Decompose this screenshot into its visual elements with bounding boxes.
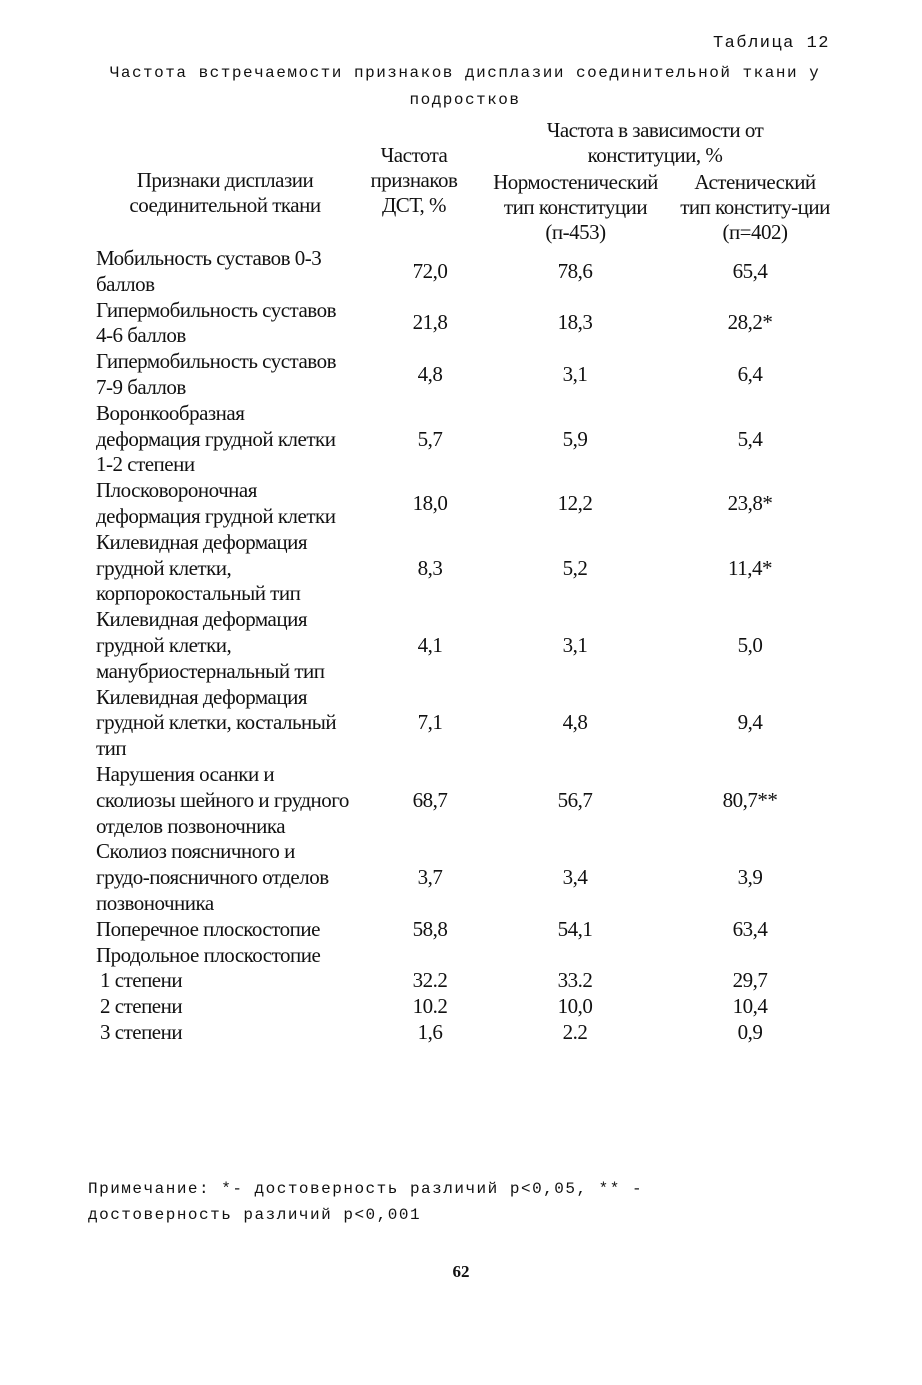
table-row: [96, 994, 840, 1020]
table-note: Примечание: *- достоверность различий р<0,05, ** - достоверность различий р<0,001: [88, 1180, 644, 1224]
header-asthenic: Астенический тип конститу-ции (п=402): [680, 170, 830, 244]
header-constitution-group: Частота в зависимости от конституции, %: [546, 118, 764, 167]
asthenic-value: 80,7**: [722, 787, 778, 812]
table-row: [96, 1020, 840, 1046]
freq-value: 18,0: [412, 491, 448, 516]
normosthenic-value: 3,4: [562, 865, 588, 890]
freq-value: 4,8: [417, 362, 443, 387]
row-label: Мобильность суставов 0-3 баллов: [96, 246, 322, 296]
normosthenic-value: 54,1: [557, 916, 593, 941]
row-label: Сколиоз поясничного и грудо-поясничного отделов позвоночника: [96, 839, 329, 915]
freq-value: 58,8: [412, 916, 448, 941]
asthenic-value: 3,9: [737, 865, 763, 890]
row-label: Килевидная деформация грудной клетки, костальный тип: [96, 684, 337, 761]
asthenic-value: 5,0: [737, 632, 763, 657]
normosthenic-value: 56,7: [557, 787, 593, 812]
freq-value: 7,1: [417, 710, 443, 735]
asthenic-value: 23,8*: [727, 491, 773, 516]
asthenic-value: 29,7: [732, 968, 768, 993]
table-row: [96, 401, 840, 478]
normosthenic-value: 4,8: [562, 710, 588, 735]
normosthenic-value: 78,6: [557, 258, 593, 283]
table-row: [96, 685, 840, 762]
freq-value: 8,3: [417, 555, 443, 580]
row-label: 3 степени: [100, 1019, 183, 1044]
freq-value: 4,1: [417, 632, 443, 657]
freq-value: 72,0: [412, 258, 448, 283]
row-label: Килевидная деформация грудной клетки, корпорокостальный тип: [96, 529, 308, 606]
normosthenic-value: 10,0: [557, 994, 593, 1019]
normosthenic-value: 5,9: [562, 426, 588, 451]
freq-value: 68,7: [412, 787, 448, 812]
table-row: [96, 607, 840, 684]
asthenic-value: 65,4: [732, 258, 768, 283]
asthenic-value: [660, 943, 840, 969]
asthenic-value: 6,4: [737, 362, 763, 387]
row-label: 1 степени: [100, 968, 183, 993]
header-frequency: Частота признаков ДСТ, %: [370, 143, 458, 217]
row-label: Гипермобильность суставов 4-6 баллов: [96, 297, 336, 348]
freq-value: 3,7: [417, 865, 443, 890]
page-number: 62: [452, 1262, 470, 1281]
freq-value: 10.2: [412, 994, 448, 1019]
header-normosthenic: Нормостенический тип конституции (п-453): [493, 170, 658, 244]
table-row: [96, 246, 840, 298]
row-label: Нарушения осанки и сколиозы шейного и грудного отделов позвоночника: [96, 761, 349, 838]
normosthenic-value: 12,2: [557, 491, 593, 516]
asthenic-value: 11,4*: [728, 555, 772, 580]
table-row: [96, 917, 840, 943]
table-row: [96, 349, 840, 401]
asthenic-value: 63,4: [732, 916, 768, 941]
table-row: [96, 968, 840, 994]
table-number: Таблица 12: [712, 34, 830, 53]
header-sign: Признаки дисплазии соединительной ткани: [129, 168, 321, 217]
normosthenic-value: 18,3: [557, 310, 593, 335]
normosthenic-value: 2.2: [562, 1019, 588, 1044]
table-row: [96, 839, 840, 916]
freq-value: 1,6: [417, 1019, 443, 1044]
table-caption: Частота встречаемости признаков дисплазии соединительной ткани у подростков: [109, 64, 821, 109]
normosthenic-value: 3,1: [562, 632, 588, 657]
table-row: [96, 298, 840, 350]
freq-value: 32.2: [412, 968, 448, 993]
normosthenic-value: 3,1: [562, 362, 588, 387]
freq-value: [350, 943, 490, 969]
data-table: [96, 246, 840, 1046]
row-label: Воронкообразная деформация грудной клетки 1-2 степени: [96, 400, 336, 477]
row-label: Килевидная деформация грудной клетки, манубриостернальный тип: [96, 607, 325, 683]
freq-value: 21,8: [412, 310, 448, 335]
row-label: Продольное плоскостопие: [96, 942, 321, 967]
asthenic-value: 10,4: [732, 994, 768, 1019]
row-label: Поперечное плоскостопие: [96, 916, 320, 941]
row-label: 2 степени: [100, 994, 183, 1019]
table-row: [96, 530, 840, 607]
freq-value: 5,7: [417, 426, 443, 451]
asthenic-value: 9,4: [737, 710, 763, 735]
table-row: [96, 943, 840, 969]
asthenic-value: 28,2*: [727, 310, 773, 335]
normosthenic-value: [490, 943, 660, 969]
table-row: [96, 478, 840, 530]
asthenic-value: 0,9: [737, 1019, 763, 1044]
row-label: Плосковороночная деформация грудной клетки: [96, 478, 336, 528]
normosthenic-value: 33.2: [557, 968, 593, 993]
normosthenic-value: 5,2: [562, 555, 588, 580]
row-label: Гипермобильность суставов 7-9 баллов: [96, 349, 336, 399]
asthenic-value: 5,4: [737, 426, 763, 451]
table-row: [96, 762, 840, 839]
